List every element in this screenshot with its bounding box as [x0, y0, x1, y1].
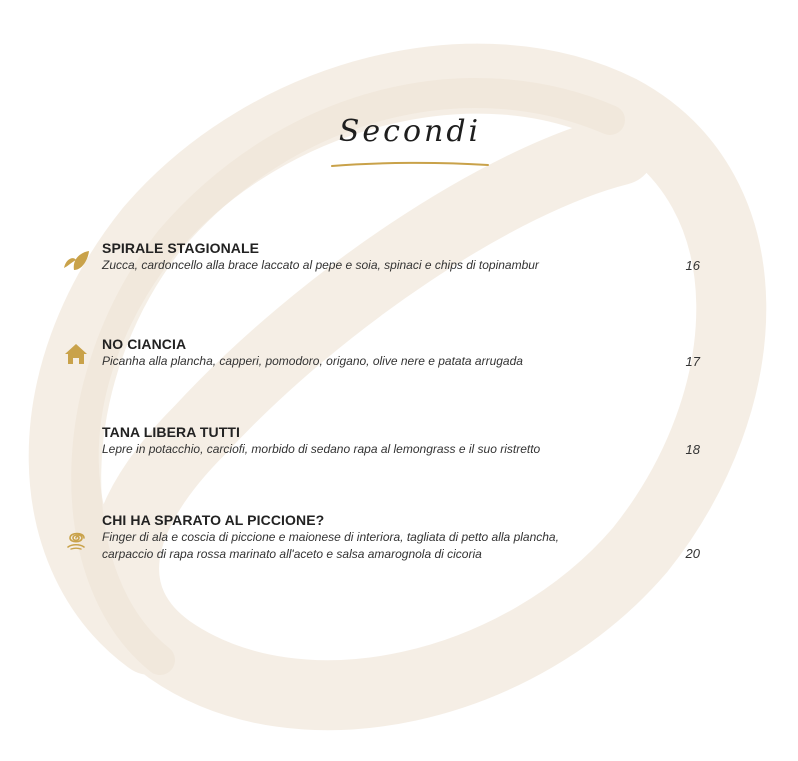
item-name: CHI HA SPARATO AL PICCIONE?	[102, 512, 325, 528]
home-icon	[62, 340, 90, 368]
section-title: Secondi	[338, 114, 482, 149]
item-description: Lepre in potacchio, carciofi, morbido di sedano rapa al lemongrass e il suo ristretto	[102, 442, 541, 456]
item-price: 20	[685, 546, 700, 561]
title-underline	[330, 160, 490, 170]
item-price: 16	[685, 258, 700, 273]
item-price: 17	[685, 354, 700, 369]
menu-item	[102, 512, 702, 563]
menu-item	[102, 336, 702, 370]
item-description: Zucca, cardoncello alla brace laccato al pepe e soia, spinaci e chips di topinambur	[102, 258, 539, 272]
item-description: Picanha alla plancha, capperi, pomodoro, origano, olive nere e patata arrugada	[102, 354, 523, 368]
item-name: TANA LIBERA TUTTI	[102, 424, 241, 440]
item-name: NO CIANCIA	[102, 336, 187, 352]
spiral-icon	[62, 524, 90, 552]
item-description: Finger di ala e coscia di piccione e maionese di interiora, tagliata di petto alla plancha, carpaccio di rapa rossa marinato all'aceto e salsa amarognola di cicoria	[102, 530, 559, 561]
item-price: 18	[685, 442, 700, 457]
section-header	[300, 108, 520, 178]
menu-item	[102, 424, 702, 458]
menu-item	[102, 240, 702, 274]
item-name: SPIRALE STAGIONALE	[102, 240, 260, 256]
leaf-icon	[62, 248, 90, 276]
